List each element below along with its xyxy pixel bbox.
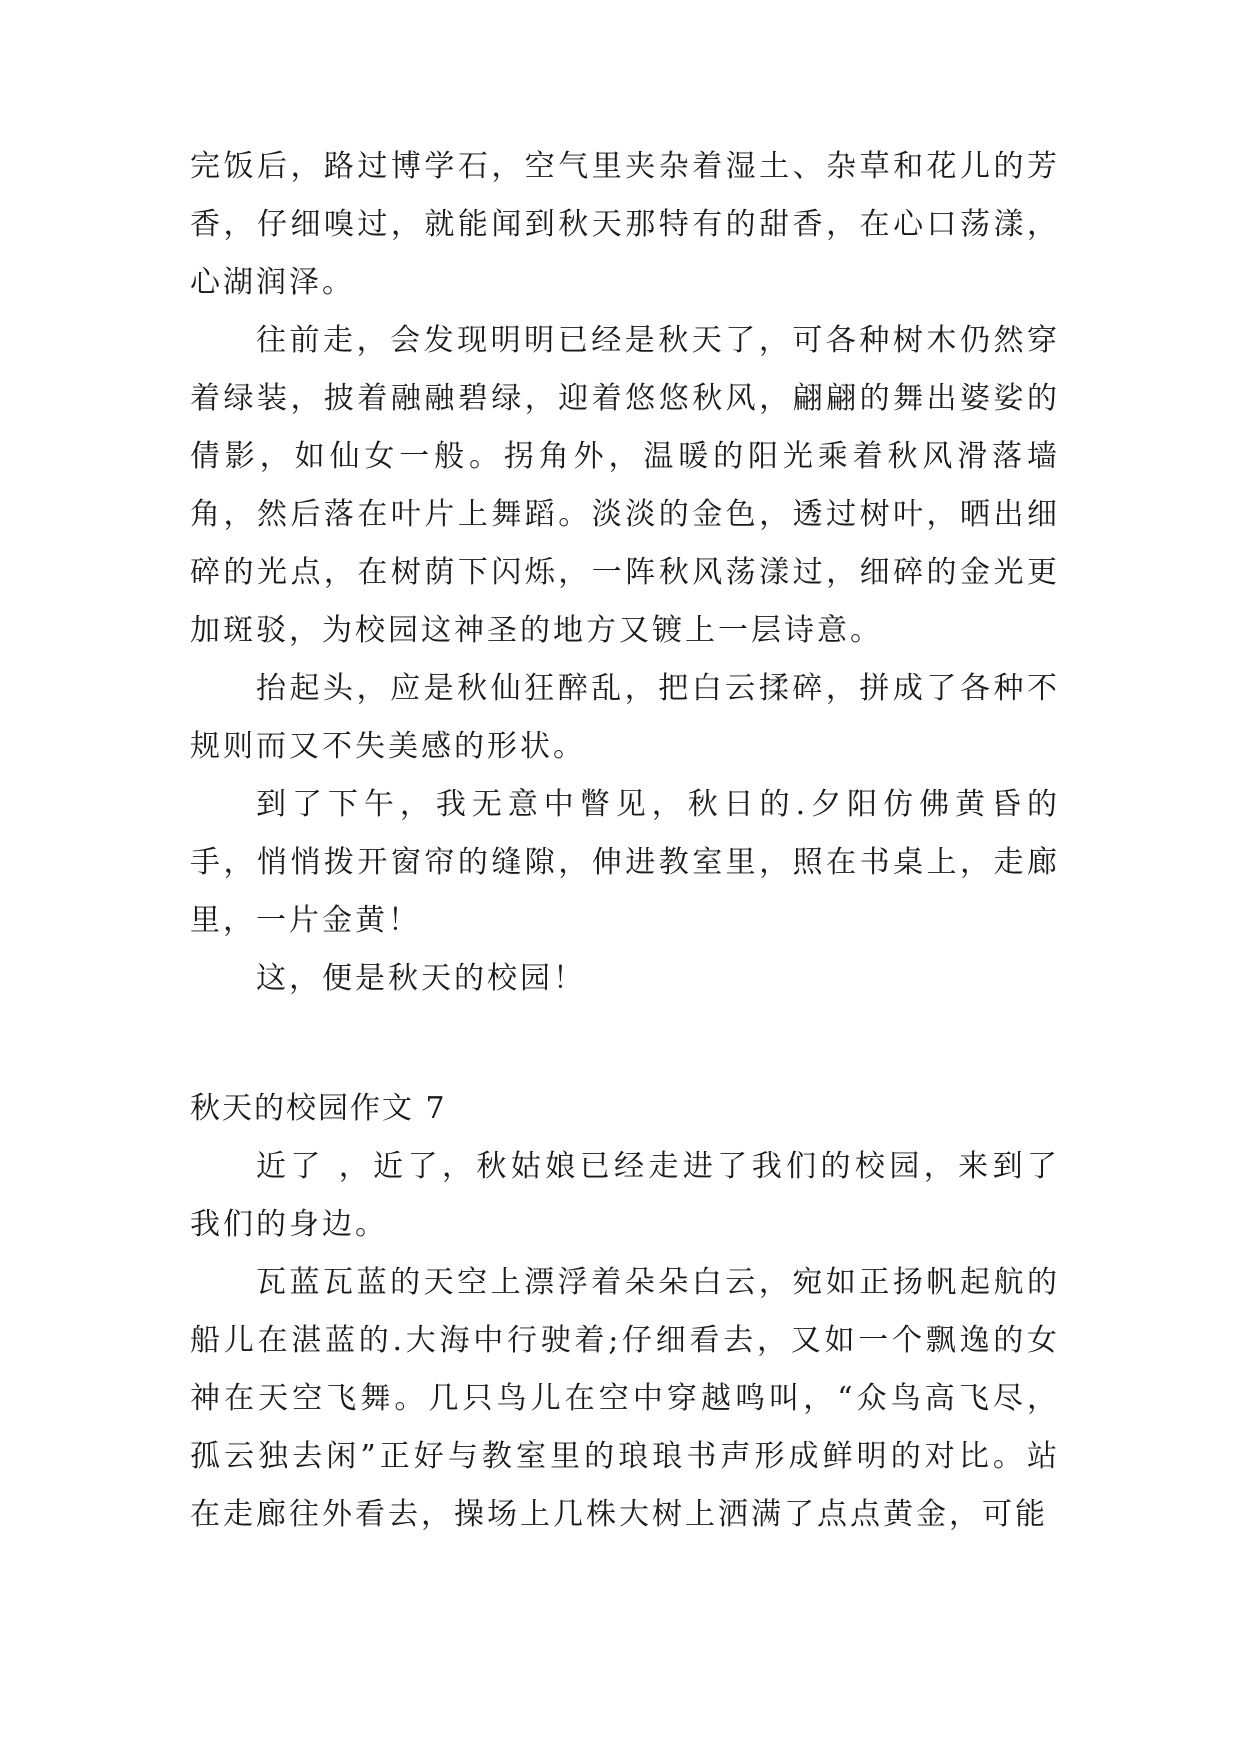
paragraph-look-up: 抬起头，应是秋仙狂醉乱，把白云揉碎，拼成了各种不规则而又不失美感的形状。 — [190, 671, 1060, 764]
paragraph-walking-forward: 往前走，会发现明明已经是秋天了，可各种树木仍然穿着绿装，披着融融碧绿，迎着悠悠秋风，翩翩的舞出婆娑的倩影，如仙女一般。拐角外，温暖的阳光乘着秋风滑落墙角，然后落在叶片上舞蹈。淡淡的金色，透过树叶，晒出细碎的光点，在树荫下闪烁，一阵秋风荡漾过，细碎的金光更加斑驳，为校园这神圣的地方又镀上一层诗意。 — [190, 323, 1060, 648]
paragraph-after-meal: 完饭后，路过博学石，空气里夹杂着湿土、杂草和花儿的芳香，仔细嗅过，就能闻到秋天那特有的甜香，在心口荡漾，心湖润泽。 — [190, 149, 1060, 300]
paragraph-afternoon: 到了下午，我无意中瞥见，秋日的.夕阳仿佛黄昏的手，悄悄拨开窗帘的缝隙，伸进教室里，照在书桌上，走廊里，一片金黄！ — [190, 787, 1060, 938]
paragraph-blue-sky: 瓦蓝瓦蓝的天空上漂浮着朵朵白云，宛如正扬帆起航的船儿在湛蓝的.大海中行驶着;仔细看去，又如一个飘逸的女神在天空飞舞。几只鸟儿在空中穿越鸣叫，“众鸟高飞尽，孤云独去闲”正好与教室里的琅琅书声形成鲜明的对比。站在走廊往外看去，操场上几株大树上洒满了点点黄金，可能 — [190, 1265, 1060, 1532]
paragraph-conclusion: 这，便是秋天的校园！ — [256, 961, 586, 996]
essay-title: 秋天的校园作文 7 — [190, 1091, 447, 1126]
paragraph-autumn-arrives: 近了 ，近了，秋姑娘已经走进了我们的校园，来到了我们的身边。 — [190, 1149, 1060, 1242]
